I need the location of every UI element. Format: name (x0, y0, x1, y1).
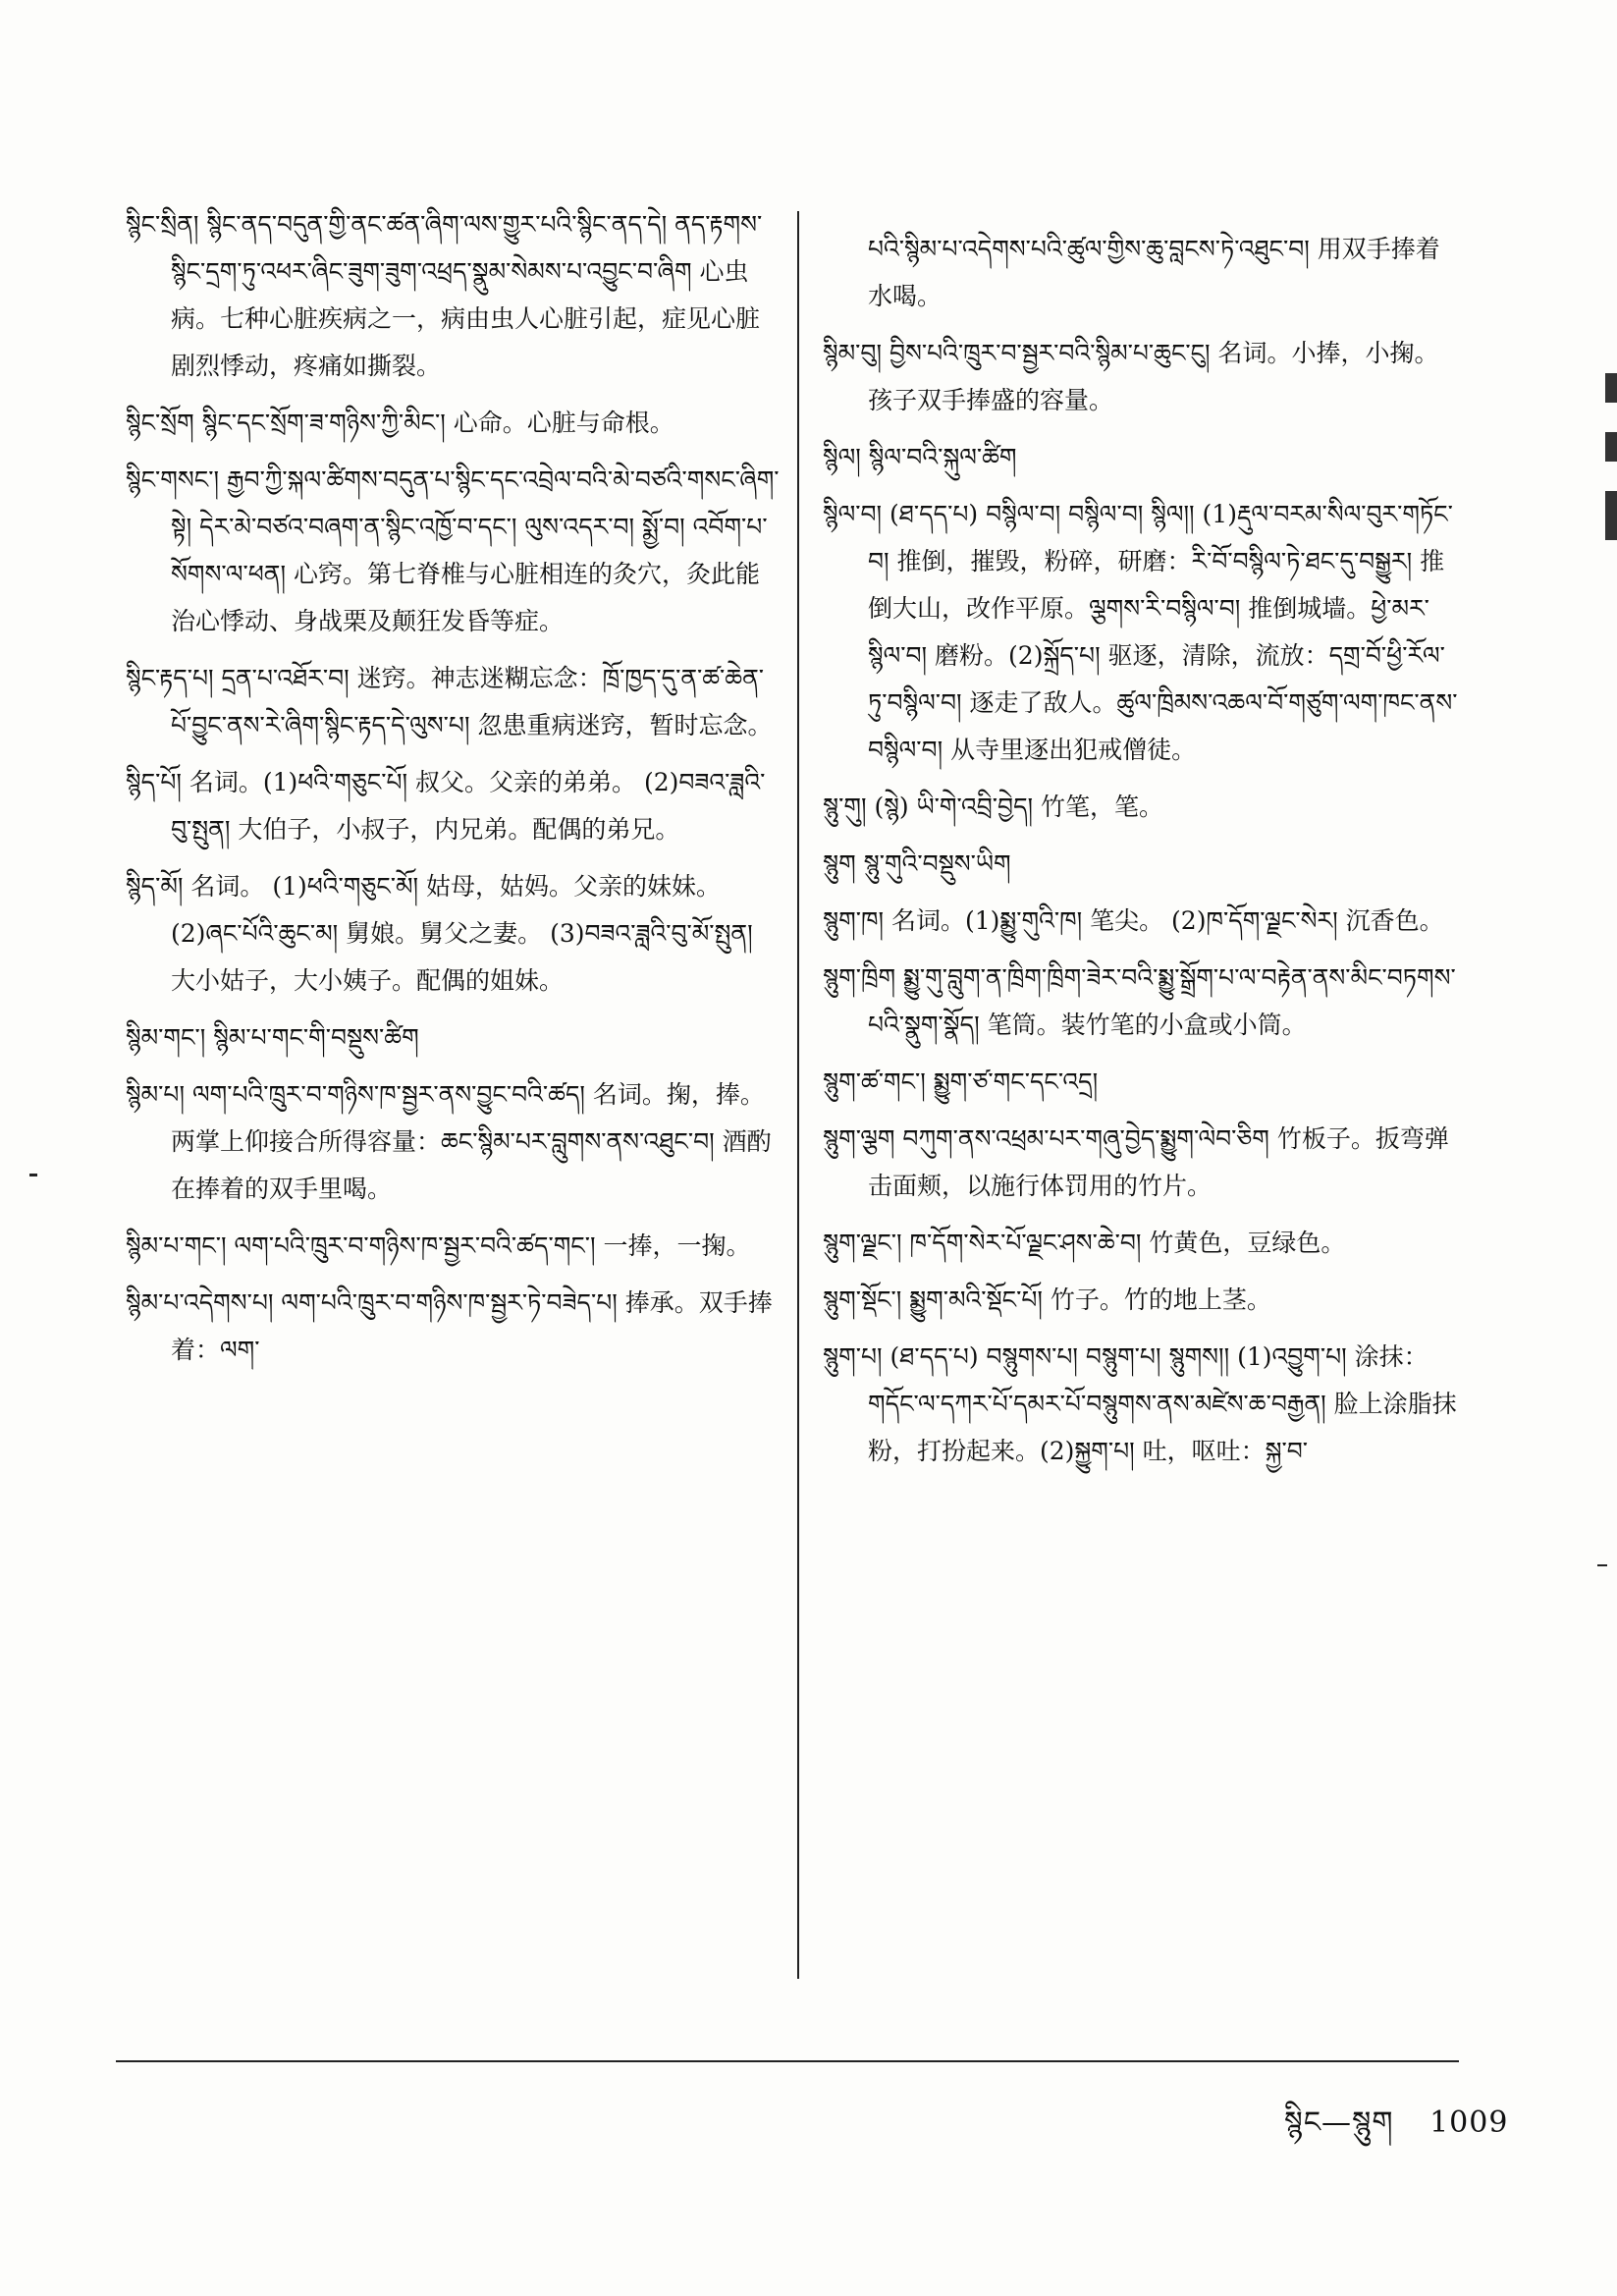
scan-edge-mark (1605, 491, 1617, 540)
dictionary-entry: སྙིམ་པ་གང་། ལག་པའི་ཁྲུར་བ་གཉིས་ཁ་སྦྱར་བའི་ཚད་གང་། 一捧，一掬。 (126, 1231, 751, 1260)
margin-mark (1597, 1564, 1607, 1566)
dictionary-entry: སྙུག་སྡོང་། སྨྱུག་མའི་སྡོང་པོ། 竹子。竹的地上茎。 (823, 1285, 1271, 1314)
dictionary-entry: སྙིང་གསང་། རྒྱབ་ཀྱི་སྐལ་ཚིགས་བདུན་པ་སྙིང་དང་འབྲེལ་བའི་མེ་བཙའི་གསང་ཞིག་སྟེ། དེར་མེ་བཙའ་བཞག་ན་སྙིང་འཁྱོ་བ་དང་། ལུས་འདར་བ། སྨྱོ་བ། འབོག་པ་སོགས་ལ་ཕན། 心窍。第七脊椎与心脏相连的灸穴，灸此能治心悸动、身战栗及颠狂发昏等症。 (126, 465, 780, 635)
dictionary-entry: སྙིང་རྟད་པ། དྲན་པ་འཐོར་བ། 迷窍。神志迷糊忘念：ཁྲོ་ཁྱད་དུ་ན་ཚ་ཆེན་པོ་བྱུང་ནས་རེ་ཞིག་སྙིང་རྟད་དེ་ལུས་པ། 忽患重病迷窍，暂时忘念。 (126, 664, 773, 739)
right-column (823, 201, 1461, 1485)
dictionary-entry: སྙུ་གུ། (སྙེ) ཡི་གེ་འབྲི་བྱེད། 竹笔，笔。 (823, 793, 1164, 821)
page-footer (1284, 2090, 1508, 2172)
dictionary-entry: སྙིང་སྲོག སྙིང་དང་སྲོག་ཟ་གཉིས་ཀྱི་མིང་། 心命。心脏与命根。 (126, 409, 674, 437)
dictionary-entry: སྙུག་པ། (ཐ་དད་པ) བསྙུགས་པ། བསྙུག་པ། སྙུགས།། (1)འབྱུག་པ། 涂抹：གདོང་ལ་དཀར་པོ་དམར་པོ་བསྙུགས་ནས་མཛེས་ཆ་བརྒྱན། 脸上涂脂抹粉，打扮起来。(2)སྐྱུག་པ། 吐，呕吐：སྐྱ་བ་ (823, 1342, 1457, 1465)
scan-edge-mark (1605, 432, 1617, 462)
scan-edge-mark (1605, 373, 1617, 403)
entry-continuation: པའི་སྙིམ་པ་འདེགས་པའི་ཚུལ་གྱིས་ཆུ་བླངས་ཏེ་འཐུང་བ། 用双手捧着水喝。 (868, 235, 1440, 310)
dictionary-entry: སྙིལ་བ། (ཐ་དད་པ) བསྙིལ་བ། བསྙིལ་བ། སྙིལ།། (1)རྡུལ་བརམ་སིལ་བུར་གཏོང་བ། 推倒，摧毁，粉碎，研磨：རི་བོ་བསྙིལ་ཏེ་ཐང་དུ་བསྒྱུར། 推倒大山，改作平原。ལྕགས་རི་བསྙིལ་བ། 推倒城墙。ཕྱེ་མར་སྙིལ་བ། 磨粉。(2)སྐྲོད་པ། 驱逐，清除，流放：དགྲ་བོ་ཕྱི་རོལ་ཏུ་བསྙིལ་བ། 逐走了敌人。ཚུལ་ཁྲིམས་འཆལ་བོ་གཙུག་ལག་ཁང་ནས་བསྙིལ་བ། 从寺里逐出犯戒僧徒。 (823, 500, 1458, 764)
left-column (126, 201, 783, 1384)
dictionary-entry: སྙིལ། སྙིལ་བའི་སྐུལ་ཚིག (823, 443, 1017, 471)
dictionary-entry: སྙིམ་གང་། སྙིམ་པ་གང་གི་བསྡུས་ཚིག (126, 1023, 419, 1052)
dictionary-entry: སྙིམ་པ་འདེགས་པ། ལག་པའི་ཁྲུར་བ་གཉིས་ཁ་སྦྱར་ཏེ་བཟེད་པ། 捧承。双手捧着：ལག་ (126, 1288, 773, 1364)
dictionary-entry: སྙིད་པོ། 名词。(1)ཕའི་གཅུང་པོ། 叔父。父亲的弟弟。 (2)བཟའ་ཟླའི་བུ་སྤུན། 大伯子，小叔子，内兄弟。配偶的弟兄。 (126, 768, 766, 844)
dictionary-entry: སྙིམ་པ། ལག་པའི་ཁྲུར་བ་གཉིས་ཁ་སྦྱར་ནས་བྱུང་བའི་ཚད། 名词。掬，捧。两掌上仰接合所得容量：ཆང་སྙིམ་པར་བླུགས་ནས་འཐུང་བ། 酒酌在捧着的双手里喝。 (126, 1080, 772, 1203)
dictionary-entry: སྙུག་ལྕག བཀུག་ནས་འཕྲམ་པར་གཞུ་བྱེད་སྨྱུག་ལེབ་ཅིག 竹板子。扳弯弹击面颊，以施行体罚用的竹片。 (823, 1124, 1449, 1200)
page-number: 1009 (1429, 2105, 1509, 2140)
column-divider (797, 211, 799, 1979)
dictionary-entry: སྙུག སྙུ་གུའི་བསྡུས་ཡིག (823, 849, 1011, 878)
footer-rule (116, 2060, 1459, 2062)
dictionary-entry: སྙིམ་བུ། བྱིས་པའི་ཁྲུར་བ་སྦྱར་བའི་སྙིམ་པ་ཆུང་ངུ། 名词。小捧，小掬。孩子双手捧盛的容量。 (823, 339, 1439, 414)
dictionary-entry: སྙུག་ལྗང་། ཁ་དོག་སེར་པོ་ལྗང་ཤས་ཆེ་བ། 竹黄色，豆绿色。 (823, 1229, 1346, 1257)
dictionary-entry: སྙིང་སྲིན། སྙིང་ནད་བདུན་གྱི་ནང་ཚན་ཞིག་ལས་གྱུར་པའི་སྙིང་ནད་དེ། ནད་རྟགས་སྙིང་དྲག་ཏུ་འཕར་ཞིང་ཟུག་ཟུག་འཕྲད་སྣུམ་སེམས་པ་འབྱུང་བ་ཞིག 心虫病。七种心脏疾病之一，病由虫人心脏引起，症见心脏剧烈悸动，疼痛如撕裂。 (126, 210, 763, 380)
margin-mark (29, 1174, 37, 1176)
dictionary-entry: སྙུག་ཚ་གང་། སྨྱུག་ཙ་གང་དང་འདྲ། (823, 1067, 1099, 1096)
dictionary-entry: སྙིད་མོ། 名词。 (1)ཕའི་གཅུང་མོ། 姑母，姑妈。父亲的妹妹。(2)ཞང་པོའི་ཆུང་མ། 舅娘。舅父之妻。 (3)བཟའ་ཟླའི་བུ་མོ་སྤུན། 大小姑子，大小姨子。配偶的姐妹。 (126, 872, 753, 995)
dictionary-entry: སྙུག་ཁྲིག སྨྱུ་གུ་བླུག་ན་ཁྲིག་ཁྲིག་ཟེར་བའི་སྨྱུ་སྒྲོག་པ་ལ་བརྟེན་ནས་མིང་བཏགས་པའི་སྣུག་སྣོད། 笔筒。装竹笔的小盒或小筒。 (823, 963, 1456, 1039)
running-head-range: སྙིང—སྙུག (1284, 2105, 1394, 2140)
dictionary-entry: སྙུག་ཁ། 名词。(1)སྨྱུ་གུའི་ཁ། 笔尖。 (2)ཁ་དོག་ལྗང་སེར། 沉香色。 (823, 906, 1444, 935)
